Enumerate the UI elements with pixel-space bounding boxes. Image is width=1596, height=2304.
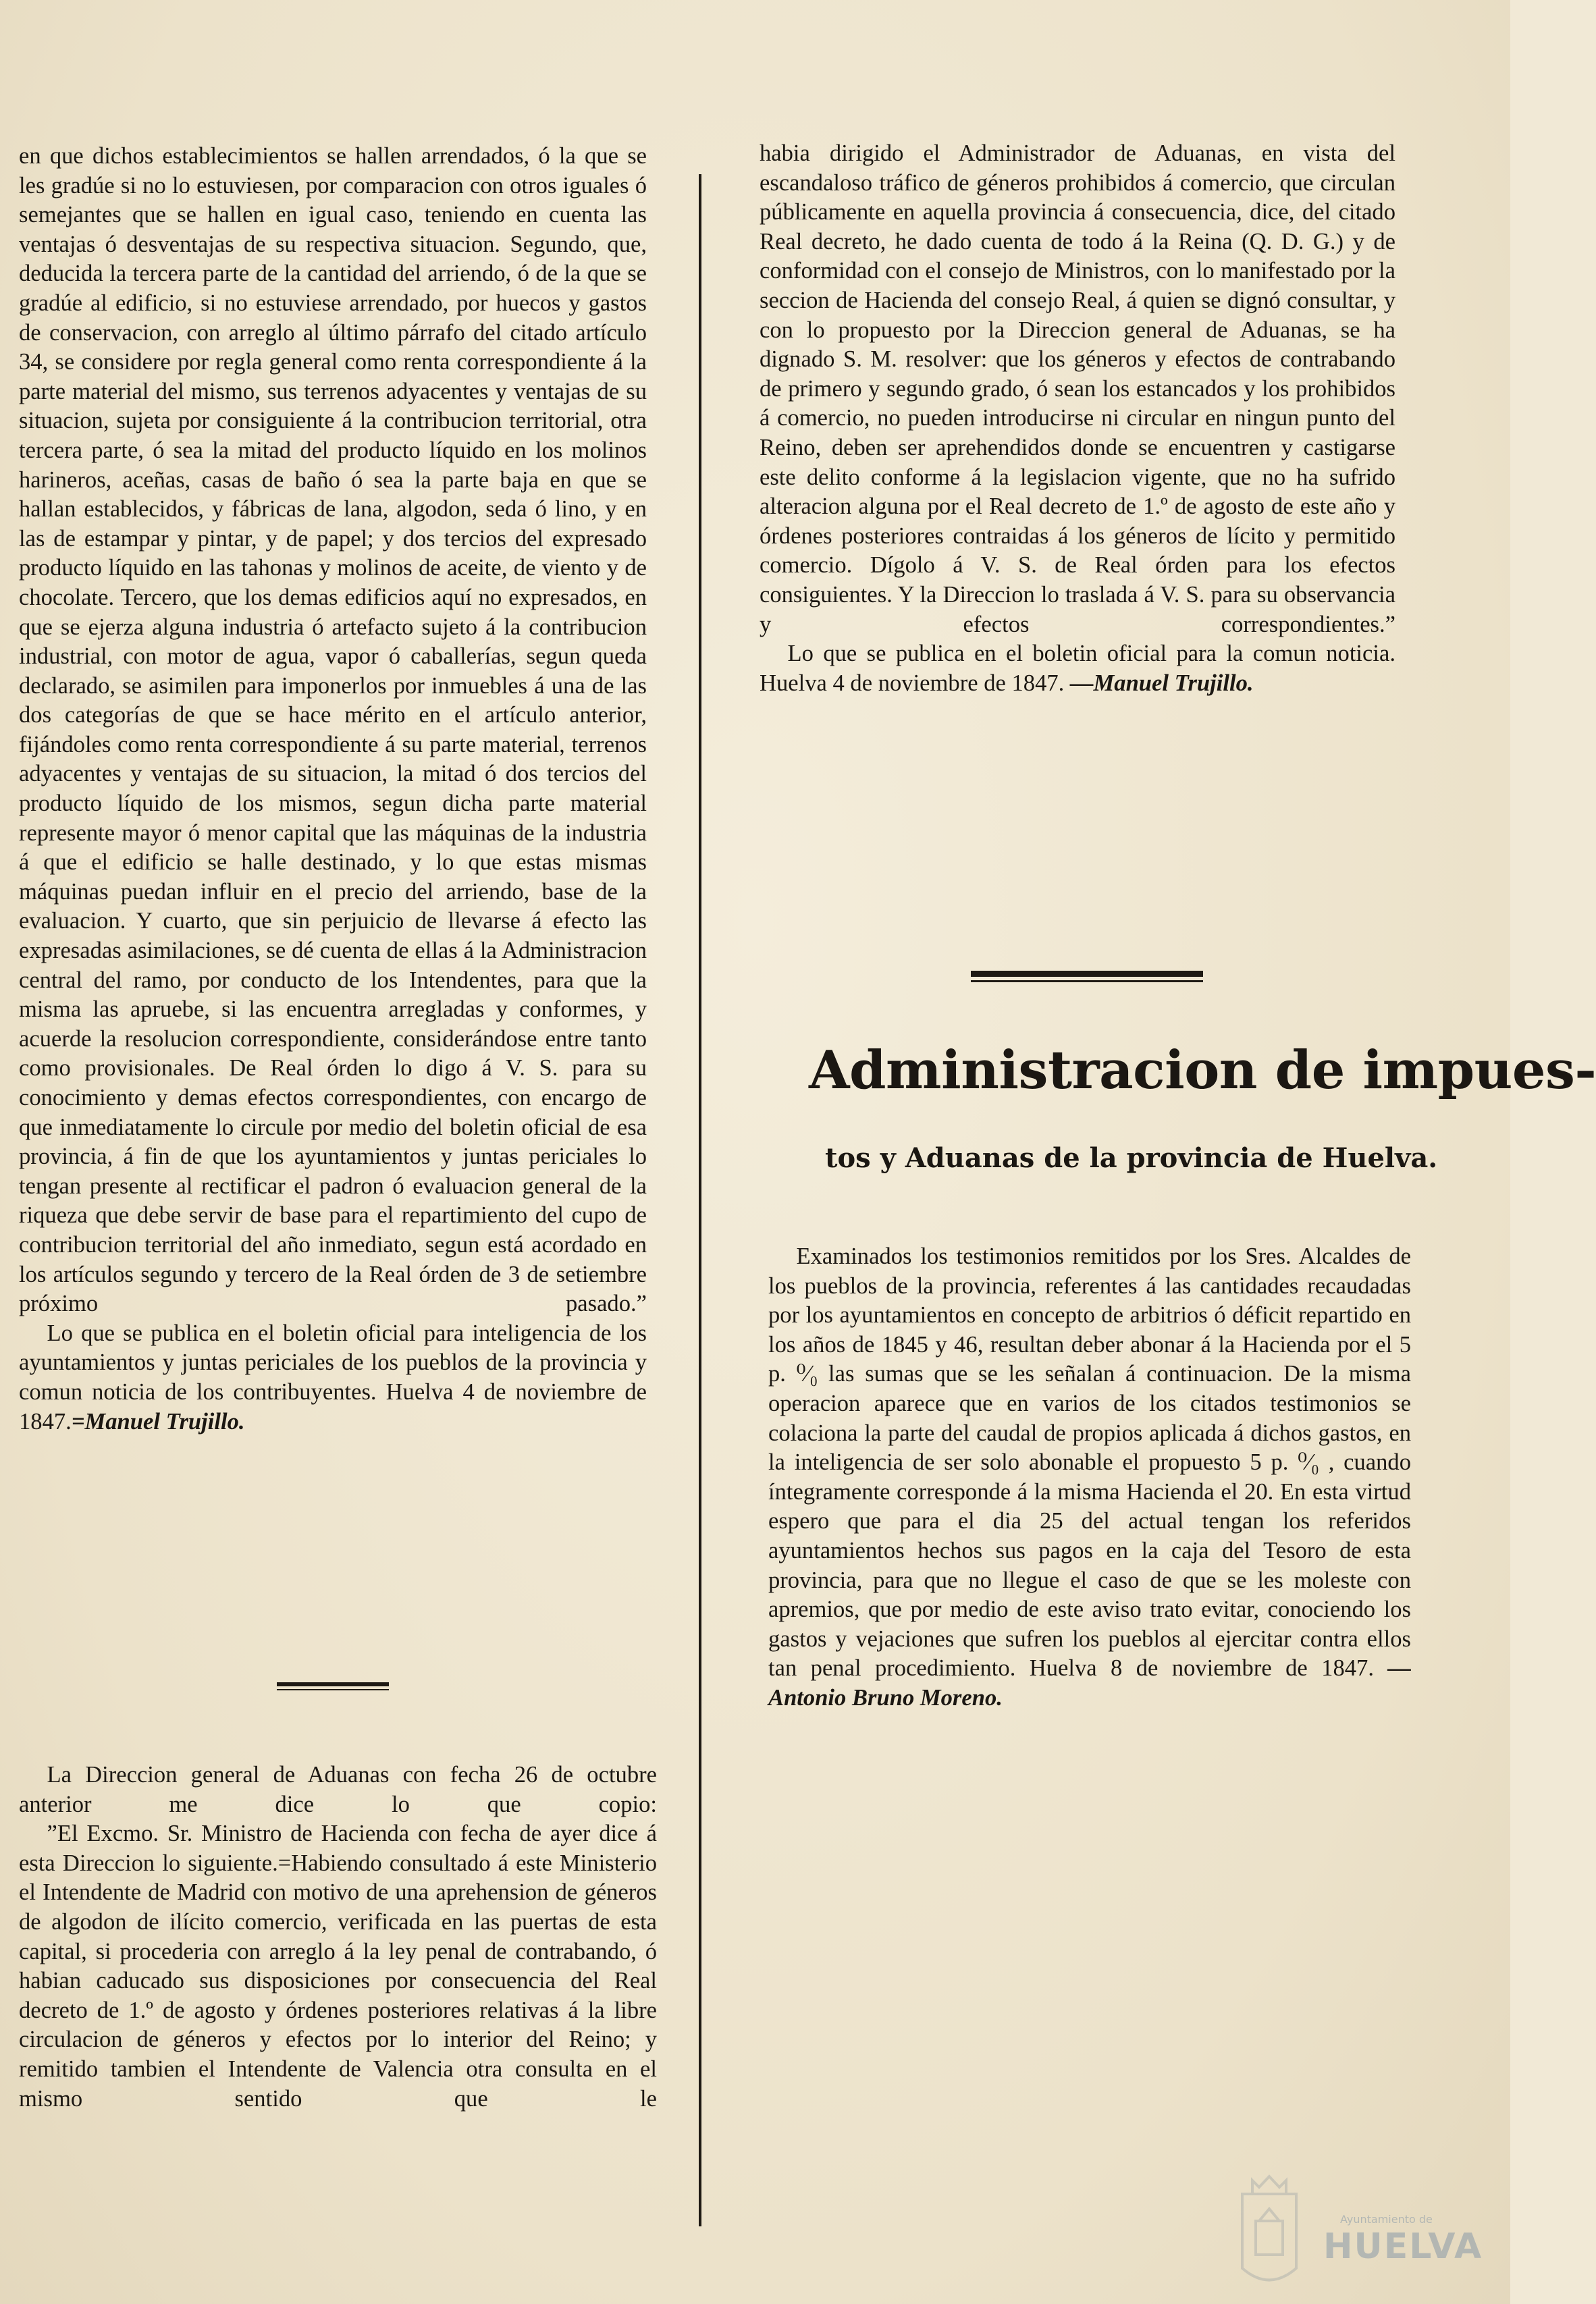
impuestos-article <box>768 1242 1411 1713</box>
watermark-line2: HUELVA <box>1323 2226 1483 2267</box>
section-separator-rule <box>971 971 1203 977</box>
aduanas-quote: ”El Excmo. Sr. Ministro de Hacienda con fecha de ayer dice á esta Direccion lo siguiente.=Habiendo consultado á este Ministerio el Intendente de Madrid con motivo de una aprehension de géneros de algodon de ilícito comercio, verificada en las puertas de esta capital, si procederia con arreglo á la ley penal de contrabando, ó habian caducado sus disposiciones por consecuencia del Real decreto de 1.º de agosto y órdenes posteriores relativas á la libre circulacion de géneros y efectos por lo interior del Reino; y remitido tambien el Intendente de Valencia otra consulta en el mismo sentido que le <box>19 1821 657 2112</box>
section-subheading: tos y Aduanas de la provincia de Huelva. <box>825 1142 1438 1174</box>
decree-continuation-text: en que dichos establecimientos se hallen arrendados, ó la que se les gradúe si no lo estuviesen, por comparacion con otros iguales ó semejantes que se hallen en igual caso, teniendo en cuenta las ventajas ó desventajas de su respectiva situacion. Segundo, que, deducida la tercera parte de la cantidad del arriendo, ó de la que se gradúe al edificio, si no estuviese arrendado, por huecos y gastos de conservacion, con arreglo al último párrafo del citado artículo 34, se considere por regla general como renta correspondiente á la parte material del mismo, sus terrenos adyacentes y ventajas de su situacion, sujeta por consiguiente á la contribucion territorial, otra tercera parte, ó sea la mitad del producto líquido en los molinos harineros, aceñas, casas de baño ó sea la parte baja en que se hallan establecidos, y fábricas de lana, algodon, seda ó lino, y en las de estampar y pintar, y de papel; y dos tercios del expresado producto líquido en las tahonas y molinos de aceite, de viento y de chocolate. Tercero, que los demas edificios aquí no expresados, en que se ejerza alguna industria ó artefacto sujeto á la contribucion industrial, con motor de agua, vapor ó caballerías, segun queda declarado, se asimilen para imponerlos por inmuebles á una de las dos categorías de que se hace mérito en el artículo anterior, fijándoles como renta correspondiente á su parte material, terrenos adyacentes y ventajas de su situacion, la mitad ó dos tercios del producto líquido de los mismos, segun dicha parte material represente mayor ó menor capital que las máquinas de la industria á que el edificio se halle destinado, y lo que estas mismas máquinas puedan influir en el precio del arriendo, base de la evaluacion. Y cuarto, que sin perjuicio de llevarse á efecto las expresadas asimilaciones, se dé cuenta de ellas á la Administracion central del ramo, por conducto de los Intendentes, para que la misma las apruebe, si las encuentra arregladas y conformes, y acuerde la resolucion correspondiente, considerándose entre tanto como provisionales. De Real órden lo digo á V. S. para su conocimiento y demas efectos correspondientes, con encargo de que inmediatamente lo circule por medio del boletin oficial de esa provincia, á fin de que los ayuntamientos y juntas periciales lo tengan presente al rectificar el padron ó evaluacion general de la riqueza que debe servir de base para el repartimiento del cupo de contribucion territorial del año inmediato, segun está acordado en los artículos segundo y tercero de la Real órden de 3 de setiembre próximo pasado.” <box>19 143 647 1317</box>
article-separator-rule-thin <box>277 1689 389 1690</box>
left-column-article <box>19 142 647 1437</box>
aduanas-article <box>19 1761 657 2114</box>
signature-manuel-trujillo: =Manuel Trujillo. <box>71 1408 245 1435</box>
right-column-article <box>760 139 1395 698</box>
aduanas-publication-notice <box>760 639 1395 698</box>
section-separator-rule-thin <box>971 980 1203 982</box>
publication-notice <box>19 1319 647 1437</box>
signature-manuel-trujillo-2: —Manuel Trujillo. <box>1069 670 1254 696</box>
aduanas-notice-text: Lo que se publica en el boletin oficial para la comun noticia. Huelva 4 de noviembre de 1847. <box>760 641 1395 696</box>
article-separator-rule <box>277 1682 389 1686</box>
aduanas-intro: La Direccion general de Aduanas con fecha 26 de octubre anterior me dice lo que copio: <box>19 1762 657 1817</box>
signature-antonio-bruno-moreno: —Antonio Bruno Moreno. <box>768 1655 1411 1711</box>
watermark-line1: Ayuntamiento de <box>1340 2213 1433 2226</box>
publication-notice-text: Lo que se publica en el boletin oficial para inteligencia de los ayuntamientos y juntas periciales de los pueblos de la provincia y comun noticia de los contribuyentes. Huelva 4 de noviembre de 1847. <box>19 1320 647 1435</box>
section-heading: Administracion de impues- <box>809 1040 1596 1101</box>
impuestos-notice-text: Examinados los testimonios remitidos por los Sres. Alcaldes de los pueblos de la provincia, referentes á las cantidades recaudadas por los ayuntamientos en concepto de arbitrios ó déficit repartido en los años de 1845 y 46, resultan deber abonar á la Hacienda por el 5 p. ⁰⁄₀ las sumas que se les señalan á continuacion. De la misma operacion aparece que en varios de los citados testimonios se colaciona la parte del caudal de propios aplicada á dichos gastos, en la inteligencia de ser solo abonable el propuesto 5 p. ⁰⁄₀ , cuando íntegramente corresponde á la misma Hacienda el 20. En esta virtud espero que para el dia 25 del actual tengan los referidos ayuntamientos hechos sus pagos en la caja del Tesoro de esta provincia, para que no llegue el caso de que se les moleste con apremios, que por medio de este aviso trato evitar, conociendo los gastos y vejaciones que sufren los pueblos al ejercitar contra ellos tan penal procedimiento. Huelva 8 de noviembre de 1847. <box>768 1243 1411 1682</box>
aduanas-quote-continuation: habia dirigido el Administrador de Aduanas, en vista del escandaloso tráfico de géneros prohibidos á comercio, que circulan públicamente en aquella provincia á consecuencia, dice, del citado Real decreto, he dado cuenta de todo á la Reina (Q. D. G.) y de conformidad con el consejo de Ministros, con lo manifestado por la seccion de Hacienda del consejo Real, á quien se dignó consultar, y con lo propuesto por la Direccion general de Aduanas, se ha dignado S. M. resolver: que los géneros y efectos de contrabando de primero y segundo grado, ó sean los estancados y los prohibidos á comercio, no pueden introducirse ni circular en ningun punto del Reino, deben ser aprehendidos donde se encuentren y castigarse este delito conforme á la legislacion vigente, que no ha sufrido alteracion alguna por el Real decreto de 1.º de agosto de este año y órdenes posteriores contraidas á los géneros de lícito y permitido comercio. Dígolo á V. S. de Real órden para los efectos consiguientes. Y la Direccion lo traslada á V. S. para su observancia y efectos correspondientes.” <box>760 140 1395 637</box>
impuestos-notice <box>768 1242 1411 1713</box>
column-divider <box>699 174 701 2226</box>
